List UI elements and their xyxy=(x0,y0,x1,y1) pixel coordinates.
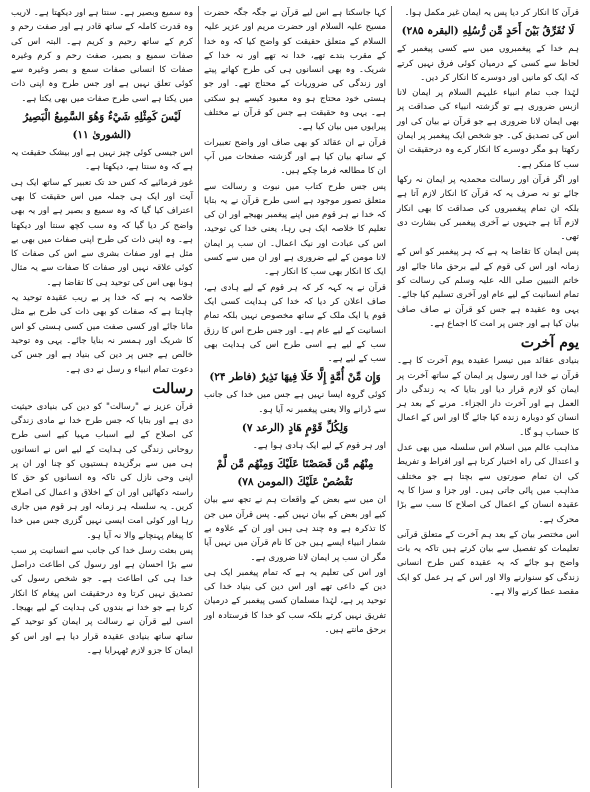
paragraph: بنیادی عقائد میں تیسرا عقیدہ یوم آخرت کا ہے۔ قرآن نے خدا اور رسول پر ایمان کے ساتھ آخرت پر ایمان کو لازم قرار دیا اور بتایا کہ یہ زندگی دار العمل ہے اور آخرت دار الجزاء۔ مرنے کے بعد ہر انسان کو دوبارہ زندہ کیا جائے گا اور اس کے اعمال کا حساب ہو گا۔ xyxy=(397,356,579,438)
column-left xyxy=(392,6,584,788)
column-right xyxy=(6,6,198,788)
paragraph: لہٰذا جب تمام انبیاء علیہم السلام پر ایمان لانا ازبس ضروری ہے تو گزشتہ انبیاء کی صداقت پر بھی ایمان لانا ضروری ہے جو قرآن نے بیان کی اور اس کی تصدیق کی۔ جو شخص ایک پیغمبر پر ایمان رکھتا ہو مگر دوسرے کا انکار کرے وہ درحقیقت ان سب کا منکر ہے۔ xyxy=(397,88,579,170)
paragraph: اور اگر قرآن اور رسالت محمدیہ پر ایمان نہ رکھا جائے تو نہ صرف یہ کہ قرآن کا انکار لازم آتا ہے بلکہ ان تمام پیغمبروں کی صداقت کا بھی انکار لازم آتا ہے جنہوں نے آخری پیغمبر کی بشارت دی تھی۔ xyxy=(397,174,579,243)
paragraph: قرآن نے یہ کہہ کر کہ ہر قوم کے لیے ہادی ہے، صاف اعلان کر دیا کہ خدا کی ہدایت کسی ایک قوم یا ایک ملک کے ساتھ مخصوص نہیں بلکہ تمام انسانیت کے لیے عام ہے۔ اور جس طرح اس کا رزق سب کے لیے ہے اسی طرح اس کی ہدایت بھی سب کے لیے ہے۔ xyxy=(204,282,386,365)
column-middle xyxy=(199,6,391,788)
paragraph: مذاہب عالم میں اسلام اس سلسلہ میں بھی عدل و اعتدال کی راہ اختیار کرتا ہے اور افراط و تفریط کی ان تمام صورتوں سے بچتا ہے جو مختلف مذاہب میں پائی جاتی ہیں۔ اور جزا و سزا کا یہ عقیدہ انسان کے اعمال کی اصلاح کا سب سے بڑا محرک ہے۔ xyxy=(397,443,579,525)
paragraph: اس مختصر بیان کے بعد ہم آخرت کے متعلق قرآنی تعلیمات کو تفصیل سے بیان کرتے ہیں تاکہ یہ بات واضح ہو جائے کہ یہ عقیدہ کس طرح انسانی زندگی کو سنوارنے والا اور اس کے ہر عمل کو ایک مقصد عطا کرنے والا ہے۔ xyxy=(397,529,579,597)
paragraph: اور ہر قوم کے لیے ایک ہادی ہوا ہے۔ xyxy=(252,441,386,452)
paragraph: غور فرمائیے کہ کس حد تک تعبیر کے ساتھ ایک ہی آیت اور ایک ہی جملہ میں اس حقیقت کا بھی اعتراف کیا گیا کہ وہ سمیع و بصیر ہے اور یہ بھی واضح کر دیا گیا کہ وہ سب کچھ سنتا اور دیکھتا ہے۔ وہ اپنی ذات کی طرح اپنی صفات میں بھی بے مثل ہے اور صفات بشری سے اس کی صفات کا کوئی علاقہ نہیں اور صفات کا صفات سے یہ مثال ہونا بھی اس کی توحید ہی کا تقاضا ہے۔ xyxy=(11,177,193,288)
paragraph: قرآن عزیز نے "رسالت" کو دین کی بنیادی حیثیت دی ہے اور بتایا کہ جس طرح خدا نے مادی زندگی کی اصلاح کے لیے اسباب مہیا کیے اسی طرح روحانی زندگی کی ہدایت کے لیے اس نے انسانوں ہی میں سے برگزیدہ ہستیوں کو چنا اور ان پر اپنی وحی نازل کی تاکہ وہ انسانوں کو حق کا راستہ دکھائیں اور ان کے اخلاق و اعمال کی اصلاح کریں۔ یہ سلسلہ ہر زمانہ اور ہر قوم میں جاری رہا اور کوئی امت ایسی نہیں گزری جس میں خدا کا پیغام پہنچانے والا نہ آیا ہو۔ xyxy=(11,401,193,541)
quran-verse: مِنْهُم مَّن قَصَصْنَا عَلَيْكَ وَمِنْهُم مَّن لَّمْ نَقْصُصْ عَلَيْكَ (المومن ۷۸) xyxy=(216,458,374,489)
paragraph: اور اس کی تعلیم یہ ہے کہ تمام پیغمبر ایک ہی دین کے داعی تھے اور اس دین کی بنیاد خدا کی توحید پر ہے، لہٰذا مسلمان کسی پیغمبر کے درمیان تفریق نہیں کرتے بلکہ سب کو خدا کا فرستادہ اور برحق مانتے ہیں۔ xyxy=(204,567,386,635)
paragraph: کوئی گروہ ایسا نہیں ہے جس میں خدا کی جانب سے ڈرانے والا یعنی پیغمبر نہ آیا ہو۔ xyxy=(204,390,386,415)
paragraph: وہ سمیع وبصیر ہے۔ سنتا ہے اور دیکھتا ہے۔ لاریب وہ قدرت کاملہ کے ساتھ قادر ہے اور صفت رحم و کرم کے ساتھ رحیم و کریم ہے۔ البتہ اس کی صفات سمیع و بصیر، صفت رحم و کرم وغیرہ صفات کا انسانی صفات سمع و بصر وغیرہ سے کوئی تعلق نہیں ہے اور جس طرح وہ اپنی ذات میں یکتا ہے اسی طرح صفات میں بھی یکتا ہے۔ xyxy=(11,8,193,104)
column-divider xyxy=(198,6,199,788)
paragraph: پس ایمان کا تقاضا یہ ہے کہ ہر پیغمبر کو اس کے زمانہ اور اس کی قوم کے لیے برحق مانا جائے اور خاتم النبیین صلی اللہ علیہ وسلم کی رسالت کو تمام انسانیت کے لیے عام اور آخری تسلیم کیا جائے۔ یہی وہ عقیدہ ہے جس کو قرآن نے صاف صاف بیان کیا ہے اور جس پر امت کا اجماع ہے۔ xyxy=(397,247,579,329)
quran-verse: لَيْسَ كَمِثْلِهِ شَيْءٌ وَهُوَ السَّمِيعُ الْبَصِيرُ (الشوریٰ ۱۱) xyxy=(23,111,181,142)
paragraph: قرآن کا انکار کر دیا پس یہ ایمان غیر مکمل ہوا۔ xyxy=(404,8,579,18)
paragraph: قرآن نے ان عقائد کو بھی صاف اور واضح تعبیرات کے ساتھ بیان کیا ہے اور گزشتہ صفحات میں آپ ان کا مطالعہ فرما چکے ہیں۔ xyxy=(204,137,386,177)
quran-verse: لَا نُفَرِّقُ بَيْنَ أَحَدٍ مِّن رُّسُلِهِ (البقرہ ۲۸۵) xyxy=(401,25,575,38)
paragraph: ہم خدا کے پیغمبروں میں سے کسی پیغمبر کے لحاظ سے کسی کے درمیان کوئی فرق نہیں کرتے کہ ایک کو مانیں اور دوسرے کا انکار کر دیں۔ xyxy=(397,44,579,83)
quran-verse: وَلِكُلِّ قَوْمٍ هَادٍ (الرعد ۷) xyxy=(241,422,349,435)
paragraph: ان میں سے بعض کے واقعات ہم نے تجھ سے بیان کیے اور بعض کے بیان نہیں کیے۔ پس قرآن میں جن کا تذکرہ ہے وہ چند ہی ہیں اور ان کے علاوہ بے شمار انبیاء ایسے ہیں جن کا نام قرآن میں نہیں آیا مگر ان سب پر ایمان لانا ضروری ہے۔ xyxy=(204,495,386,563)
paragraph: کہا جاسکتا ہے اس لیے قرآن نے جگہ جگہ حضرت مسیح علیہ السلام اور حضرت مریم اور عزیر علیہ السلام کے متعلق حقیقت کو واضح کیا کہ وہ خدا کے مقرب بندے تھے، خدا نہ تھے اور نہ خدا کے شریک۔ وہ بھی انسانوں ہی کی طرح کھاتے پیتے اور زندگی کی ضروریات کے محتاج تھے۔ اور جو ہستی خود محتاج ہو وہ معبود کیسے ہو سکتی ہے۔ یہی وہ حقیقت ہے جس کو قرآن نے مختلف پیرایوں میں بیان کیا ہے۔ xyxy=(204,8,386,133)
paragraph: اس جیسی کوئی چیز نہیں ہے اور بیشک حقیقت یہ ہے کہ وہ سنتا ہے، دیکھتا ہے۔ xyxy=(11,148,193,173)
paragraph: خلاصہ یہ ہے کہ خدا پر بے ریب عقیدہ توحید یہ چاہتا ہے کہ صفات کو بھی ذات کی طرح بے مثل مانا جائے اور کسی صفت میں کسی ہستی کو اس کا شریک اور ہمسر نہ بنایا جائے۔ یہی وہ توحید خالص ہے جس پر دین کی بنیاد ہے اور جس کی دعوت تمام انبیاء و رسل نے دی ہے۔ xyxy=(11,293,193,375)
section-heading: رسالت xyxy=(152,380,193,397)
paragraph: پس جس طرح کتاب میں نبوت و رسالت سے متعلق تصور موجود ہے اسی طرح قرآن نے یہ بتایا کہ خدا نے ہر قوم میں اپنے پیغمبر بھیجے اور ان کی تعلیم کا خلاصہ ایک ہی رہا، یعنی خدا کی توحید، اس کی عبادت اور نیک اعمال۔ ان سب پر ایمان لانا مومن کے لیے ضروری ہے اور ان میں سے کسی ایک کا انکار بھی سب کا انکار ہے۔ xyxy=(204,181,386,278)
quran-verse: وَإِن مِّنْ أُمَّةٍ إِلَّا خَلَا فِيهَا نَذِيرٌ (فاطر ۲۴) xyxy=(209,371,381,384)
column-divider xyxy=(391,6,392,788)
paragraph: پس بعثت رسل خدا کی جانب سے انسانیت پر سب سے بڑا احسان ہے اور رسول کی اطاعت دراصل خدا ہی کی اطاعت ہے۔ جو شخص رسول کی تصدیق نہیں کرتا وہ درحقیقت اس پیغام کا انکار کرتا ہے جو خدا نے بندوں کی ہدایت کے لیے بھیجا۔ اسی لیے قرآن نے رسالت پر ایمان کو توحید کے ساتھ ساتھ بنیادی عقیدہ قرار دیا ہے اور اس کو ایمان کا جزو لازم ٹھہرایا ہے۔ xyxy=(11,545,193,656)
section-heading: یوم آخرت xyxy=(520,335,579,352)
